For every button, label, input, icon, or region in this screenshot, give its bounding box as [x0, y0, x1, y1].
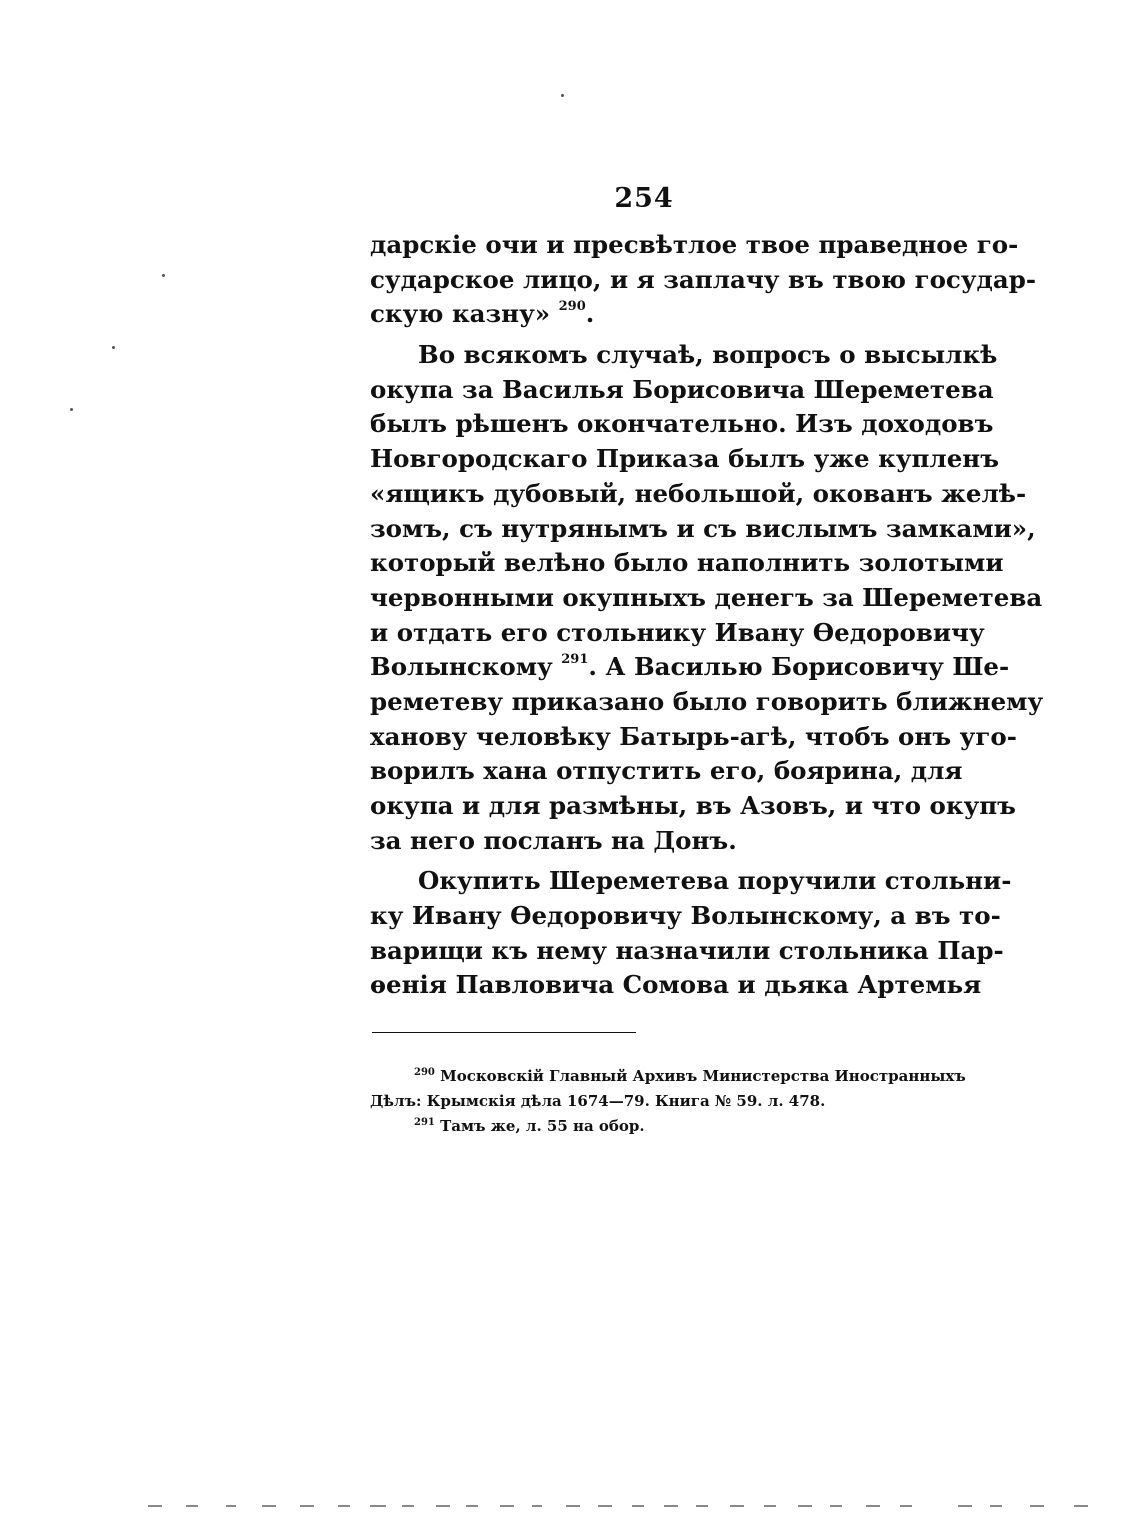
text-line: Окупить Шереметева поручили стольни-: [418, 866, 1012, 896]
text-line: червонными окупныхъ денегъ за Шереметева: [370, 582, 1043, 612]
scan-edge-mark: [830, 1505, 842, 1507]
paragraph: [370, 338, 1044, 858]
scan-edge-mark: [532, 1505, 542, 1507]
scan-edge-mark: [866, 1505, 880, 1507]
paragraph: [370, 864, 1012, 1003]
scan-edge-mark: [370, 1505, 386, 1507]
text-line: за него посланъ на Донъ.: [370, 825, 737, 855]
text-line: дарскіе очи и пресвѣтлое твое праведное го-: [370, 230, 1019, 259]
scan-edge-mark: [226, 1505, 236, 1507]
text-line: Новгородскаго Приказа былъ уже купленъ: [370, 444, 1000, 474]
scan-edge-mark: [1074, 1505, 1088, 1507]
scan-edge-mark: [900, 1505, 912, 1507]
footnote-divider: [372, 1032, 636, 1033]
text-line: ворилъ хана отпустить его, боярина, для: [370, 756, 963, 786]
scan-edge-mark: [436, 1505, 450, 1507]
scan-edge-mark: [798, 1505, 812, 1507]
paragraph: [370, 228, 1037, 332]
text-line: ку Ивану Ѳедоровичу Волынскому, а въ то-: [370, 901, 1001, 931]
scan-edge-mark: [148, 1505, 162, 1507]
text-line: и отдать его стольнику Ивану Ѳедоровичу: [370, 617, 985, 647]
text-line: скую казну» $^{290}$.: [370, 299, 595, 329]
scan-edge-mark: [764, 1505, 776, 1507]
scan-edge-mark: [338, 1505, 350, 1507]
scan-speck: [162, 274, 165, 277]
footnote-number: 291: [414, 1117, 435, 1128]
scan-edge-mark: [990, 1505, 1002, 1507]
text-line: ханову человѣку Батырь-агѣ, чтобъ онъ уго-: [370, 721, 1017, 751]
scan-edge-mark: [632, 1505, 644, 1507]
text-line: Во всякомъ случаѣ, вопросъ о высылкѣ: [418, 340, 998, 370]
scan-edge-mark: [696, 1505, 708, 1507]
scan-edge-mark: [598, 1505, 612, 1507]
scan-edge-mark: [730, 1505, 744, 1507]
text-line: зомъ, съ нутрянымъ и съ вислымъ замками»,: [370, 513, 1036, 543]
scan-edge-mark: [402, 1505, 414, 1507]
main-text: [370, 228, 1044, 1003]
text-line: сударское лицо, и я заплачу въ твою государ-: [370, 264, 1037, 294]
text-line: реметеву приказано было говорить ближнему: [370, 686, 1044, 716]
text-line: окупа за Василья Борисовича Шереметева: [370, 374, 994, 404]
text-line: окупа и для размѣны, въ Азовъ, и что окупъ: [370, 791, 1016, 820]
text-line: который велѣно было наполнить золотыми: [370, 548, 1004, 578]
footnote-ref: 291: [561, 652, 589, 668]
footnote: [370, 1064, 966, 1114]
scan-edge-mark: [186, 1505, 198, 1507]
scan-edge-mark: [1030, 1505, 1044, 1507]
scan-edge-mark: [958, 1505, 972, 1507]
footnote-ref: 290: [558, 299, 586, 315]
footnotes: [370, 1064, 966, 1139]
footnote-line: $^{290}$ Московскій Главный Архивъ Министерства Иностранныхъ: [414, 1067, 966, 1085]
scan-edge-mark: [466, 1505, 478, 1507]
footnote-number: 290: [414, 1067, 435, 1078]
page-number: 254: [614, 183, 674, 214]
text-line: Волынскому $^{291}$. А Василью Борисовичу Ше-: [370, 652, 1010, 682]
scan-edge-mark: [262, 1505, 276, 1507]
text-line: варищи къ нему назначили стольника Пар-: [370, 935, 1004, 965]
scan-speck: [112, 346, 115, 349]
text-line: ѳенія Павловича Сомова и дьяка Артемья: [370, 970, 982, 1000]
footnote-line: Дѣлъ: Крымскія дѣла 1674—79. Книга № 59. л. 478.: [370, 1092, 826, 1110]
scan-speck: [561, 94, 564, 97]
footnote: [370, 1114, 948, 1139]
text-line: «ящикъ дубовый, небольшой, окованъ желѣ-: [370, 478, 1027, 508]
scan-edge-mark: [500, 1505, 514, 1507]
scan-edge-mark: [300, 1505, 314, 1507]
scan-edge-mark: [566, 1505, 580, 1507]
scan-edge-mark: [664, 1505, 678, 1507]
footnote-line: $^{291}$ Тамъ же, л. 55 на обор.: [414, 1117, 645, 1135]
scan-speck: [70, 408, 73, 411]
text-line: былъ рѣшенъ окончательно. Изъ доходовъ: [370, 409, 994, 439]
